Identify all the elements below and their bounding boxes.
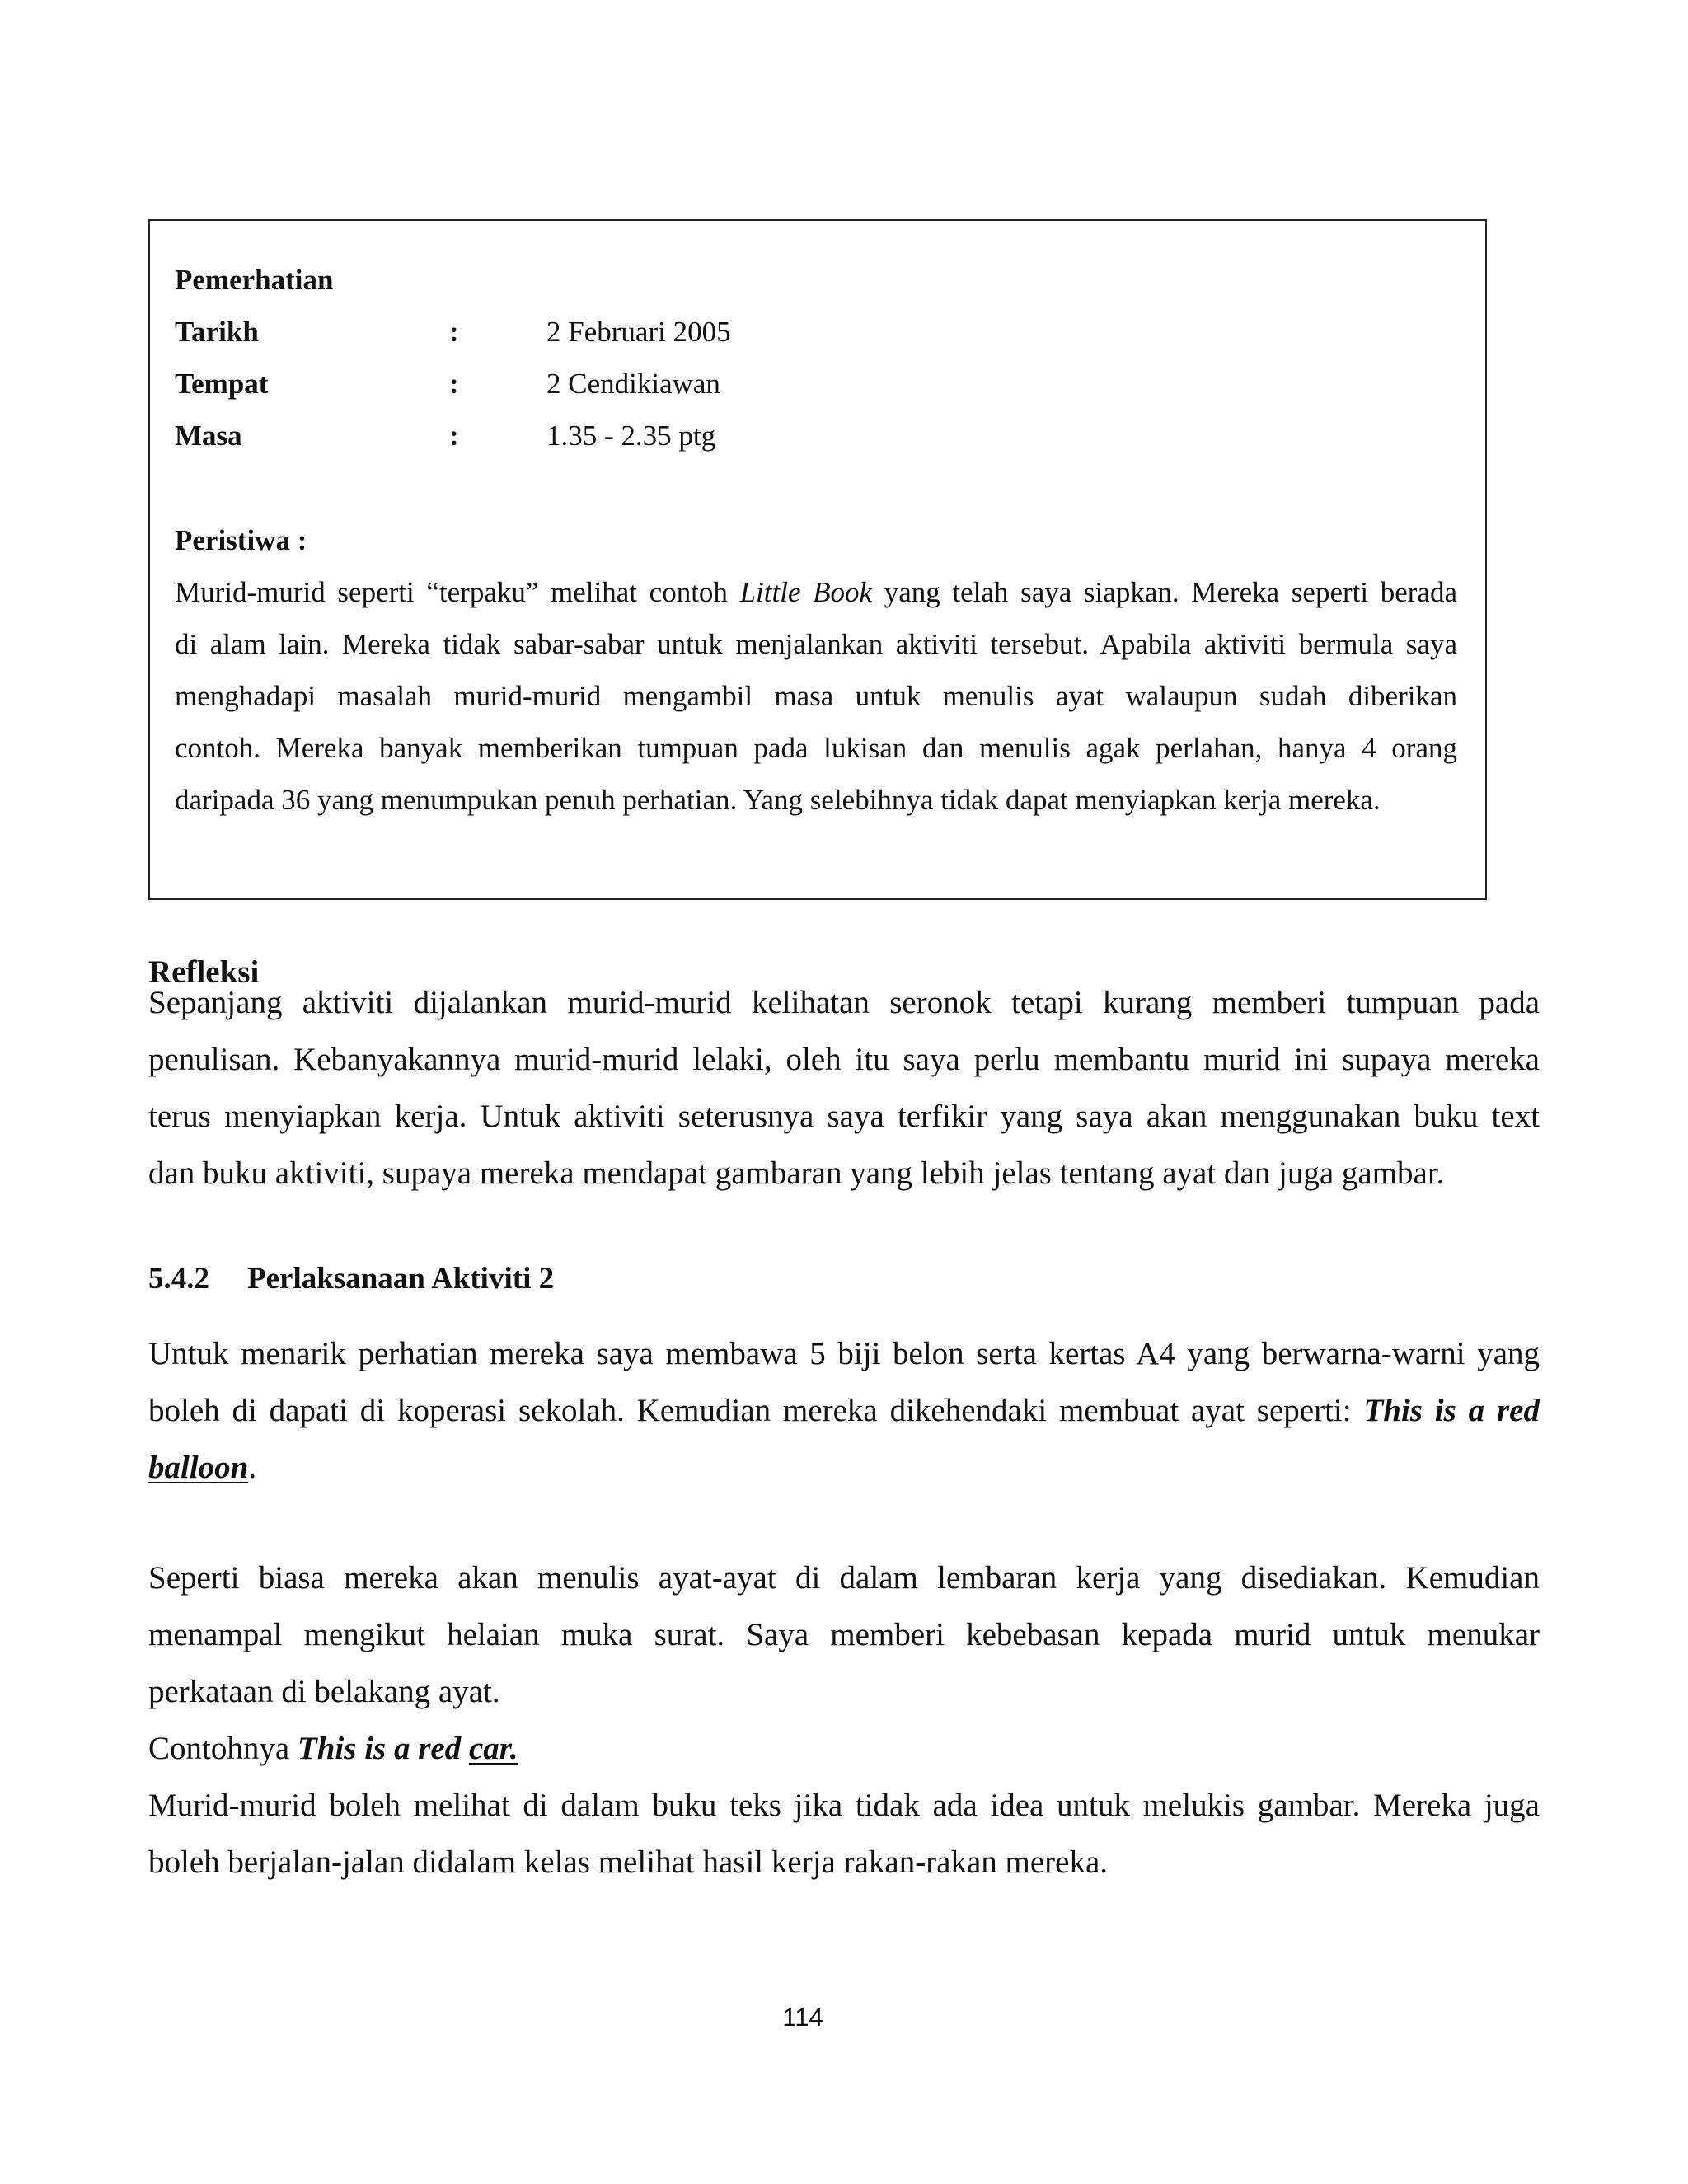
page-number: 114 [782,2003,823,2032]
reflection-heading: Refleksi [148,954,260,990]
paragraph-line: menampal mengikut helaian muka surat. Saya memberi kebebasan kepada murid untuk menukar [148,1617,1540,1652]
meta-value: 2 Februari 2005 [546,316,731,348]
observation-content [175,254,1457,826]
section-title: Perlaksanaan Aktiviti 2 [247,1262,555,1296]
book-title: Little Book [739,576,873,608]
event-paragraph [175,566,1457,826]
example-sentence: This is a red [1363,1393,1540,1428]
paragraph-line: Untuk menarik perhatian mereka saya membawa 5 biji belon serta kertas A4 yang berwarna-warni yang [148,1336,1540,1371]
meta-value: 2 Cendikiawan [546,368,720,400]
event-line: menghadapi masalah murid-murid mengambil masa untuk menulis ayat walaupun sudah diberikan [175,680,1457,712]
observation-box [148,219,1487,900]
meta-label: Tarikh [175,316,259,348]
meta-label: Tempat [175,368,269,400]
event-line: di alam lain. Mereka tidak sabar-sabar untuk menjalankan aktiviti tersebut. Apabila aktiviti bermula saya [175,628,1457,660]
paragraph-line: penulisan. Kebanyakannya murid-murid lelaki, oleh itu saya perlu membantu murid ini supaya mereka [148,1042,1540,1077]
paragraph-line [148,1720,1540,1777]
paragraph-line: dan buku aktiviti, supaya mereka mendapat gambaran yang lebih jelas tentang ayat dan juga gambar. [148,1155,1445,1191]
paragraph-line: Murid-murid boleh melihat di dalam buku teks jika tidak ada idea untuk melukis gambar. Mereka juga [148,1788,1540,1823]
activity-paragraph-2 [148,1549,1540,1891]
section-number: 5.4.2 [148,1262,209,1296]
paragraph-line [148,1439,1540,1496]
text-run: Contohnya [148,1731,298,1766]
paragraph-line: Seperti biasa mereka akan menulis ayat-ayat di dalam lembaran kerja yang disediakan. Kemudian [148,1560,1540,1596]
event-line [175,566,1457,618]
paragraph-line: Sepanjang aktiviti dijalankan murid-murid kelihatan seronok tetapi kurang memberi tumpuan pada [148,985,1540,1020]
event-heading: Peristiwa : [175,524,307,556]
meta-colon: : [449,316,459,348]
example-word: balloon [148,1450,249,1485]
spacer [175,462,1457,514]
meta-row-time [175,410,1457,462]
meta-row-date [175,306,1457,358]
text-run: Murid-murid seperti “terpaku” melihat contoh [175,576,740,608]
paragraph-line: boleh berjalan-jalan didalam kelas melihat hasil kerja rakan-rakan mereka. [148,1844,1109,1880]
meta-label: Masa [175,419,242,452]
activity-paragraph-1 [148,1325,1540,1496]
text-run: yang telah saya siapkan. Mereka seperti berada [872,576,1458,608]
example-sentence: This is a red [297,1731,469,1766]
observation-heading: Pemerhatian [175,264,334,296]
meta-row-place [175,358,1457,410]
text-run: boleh di dapati di koperasi sekolah. Kemudian mereka dikehendaki membuat ayat seperti: [148,1393,1364,1428]
section-heading [148,1261,554,1297]
meta-value: 1.35 - 2.35 ptg [546,419,716,452]
meta-colon: : [449,419,459,452]
paragraph-line: terus menyiapkan kerja. Untuk aktiviti seterusnya saya terfikir yang saya akan menggunakan buku text [148,1099,1540,1134]
text-run: . [248,1450,257,1485]
meta-colon: : [449,368,459,400]
reflection-paragraph [148,974,1540,1202]
example-word: car. [468,1731,518,1766]
event-line: daripada 36 yang menumpukan penuh perhatian. Yang selebihnya tidak dapat menyiapkan kerja mereka. [175,784,1381,816]
paragraph-line: perkataan di belakang ayat. [148,1674,500,1709]
event-line: contoh. Mereka banyak memberikan tumpuan pada lukisan dan menulis agak perlahan, hanya 4 orang [175,732,1457,764]
paragraph-line [148,1382,1540,1439]
